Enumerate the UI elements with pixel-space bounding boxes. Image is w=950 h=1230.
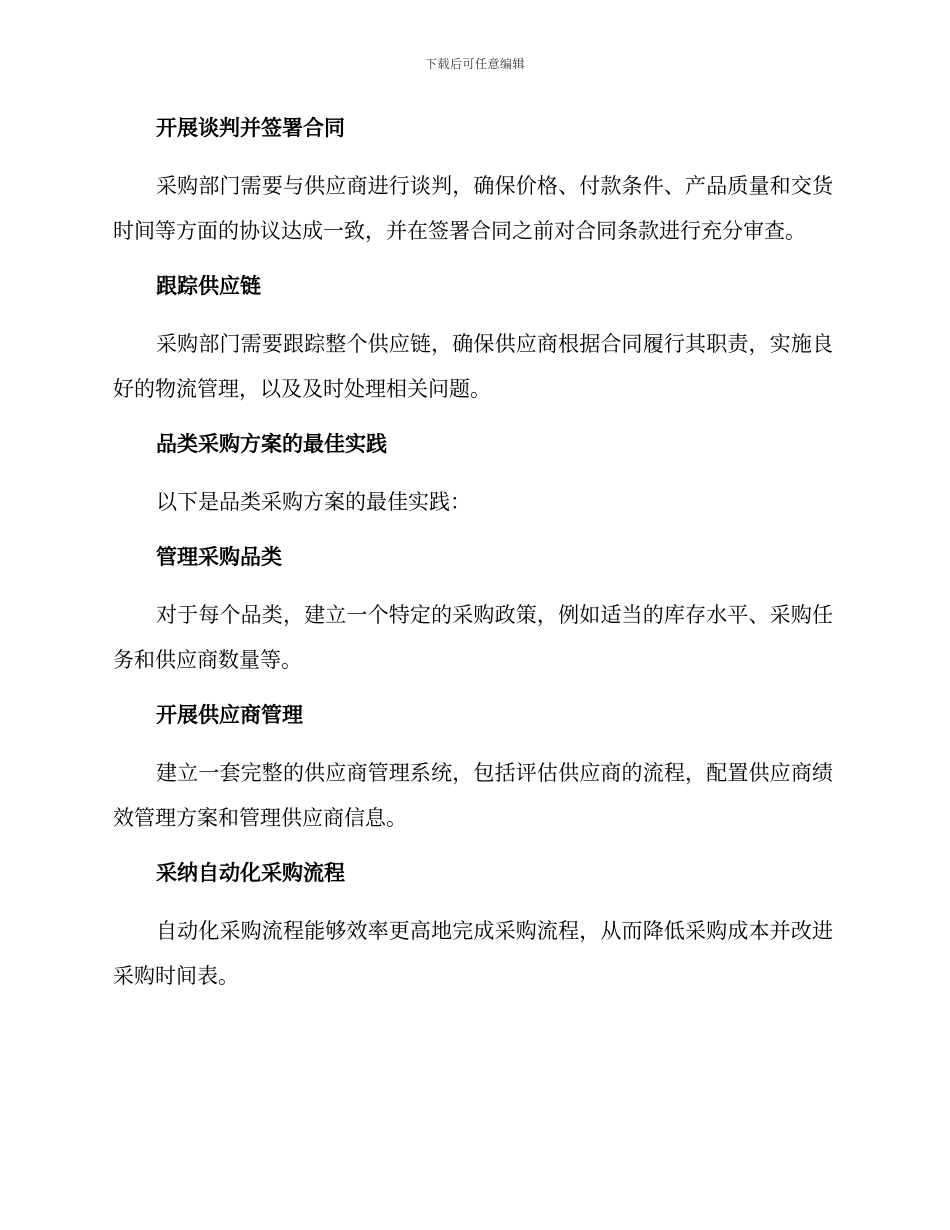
section-heading: 采纳自动化采购流程 <box>156 861 345 885</box>
section-heading: 管理采购品类 <box>156 545 282 569</box>
section-heading: 品类采购方案的最佳实践 <box>156 432 387 456</box>
section-paragraph: 以下是品类采购方案的最佳实践： <box>156 490 471 514</box>
section-paragraph: 建立一套完整的供应商管理系统，包括评估供应商的流程，配置供应商绩效管理方案和管理供应商信息。 <box>113 761 833 830</box>
section-heading: 开展谈判并签署合同 <box>156 116 345 140</box>
section-paragraph: 自动化采购流程能够效率更高地完成采购流程，从而降低采购成本并改进采购时间表。 <box>113 919 833 988</box>
document-body <box>113 112 833 999</box>
section-heading: 开展供应商管理 <box>156 703 303 727</box>
section-heading: 跟踪供应链 <box>156 274 261 298</box>
section-paragraph: 采购部门需要跟踪整个供应链，确保供应商根据合同履行其职责，实施良好的物流管理，以及及时处理相关问题。 <box>113 332 833 401</box>
section-paragraph: 对于每个品类，建立一个特定的采购政策，例如适当的库存水平、采购任务和供应商数量等。 <box>113 603 833 672</box>
section-paragraph: 采购部门需要与供应商进行谈判，确保价格、付款条件、产品质量和交货时间等方面的协议达成一致，并在签署合同之前对合同条款进行充分审查。 <box>113 174 833 243</box>
header-note: 下载后可任意编辑 <box>424 57 525 71</box>
